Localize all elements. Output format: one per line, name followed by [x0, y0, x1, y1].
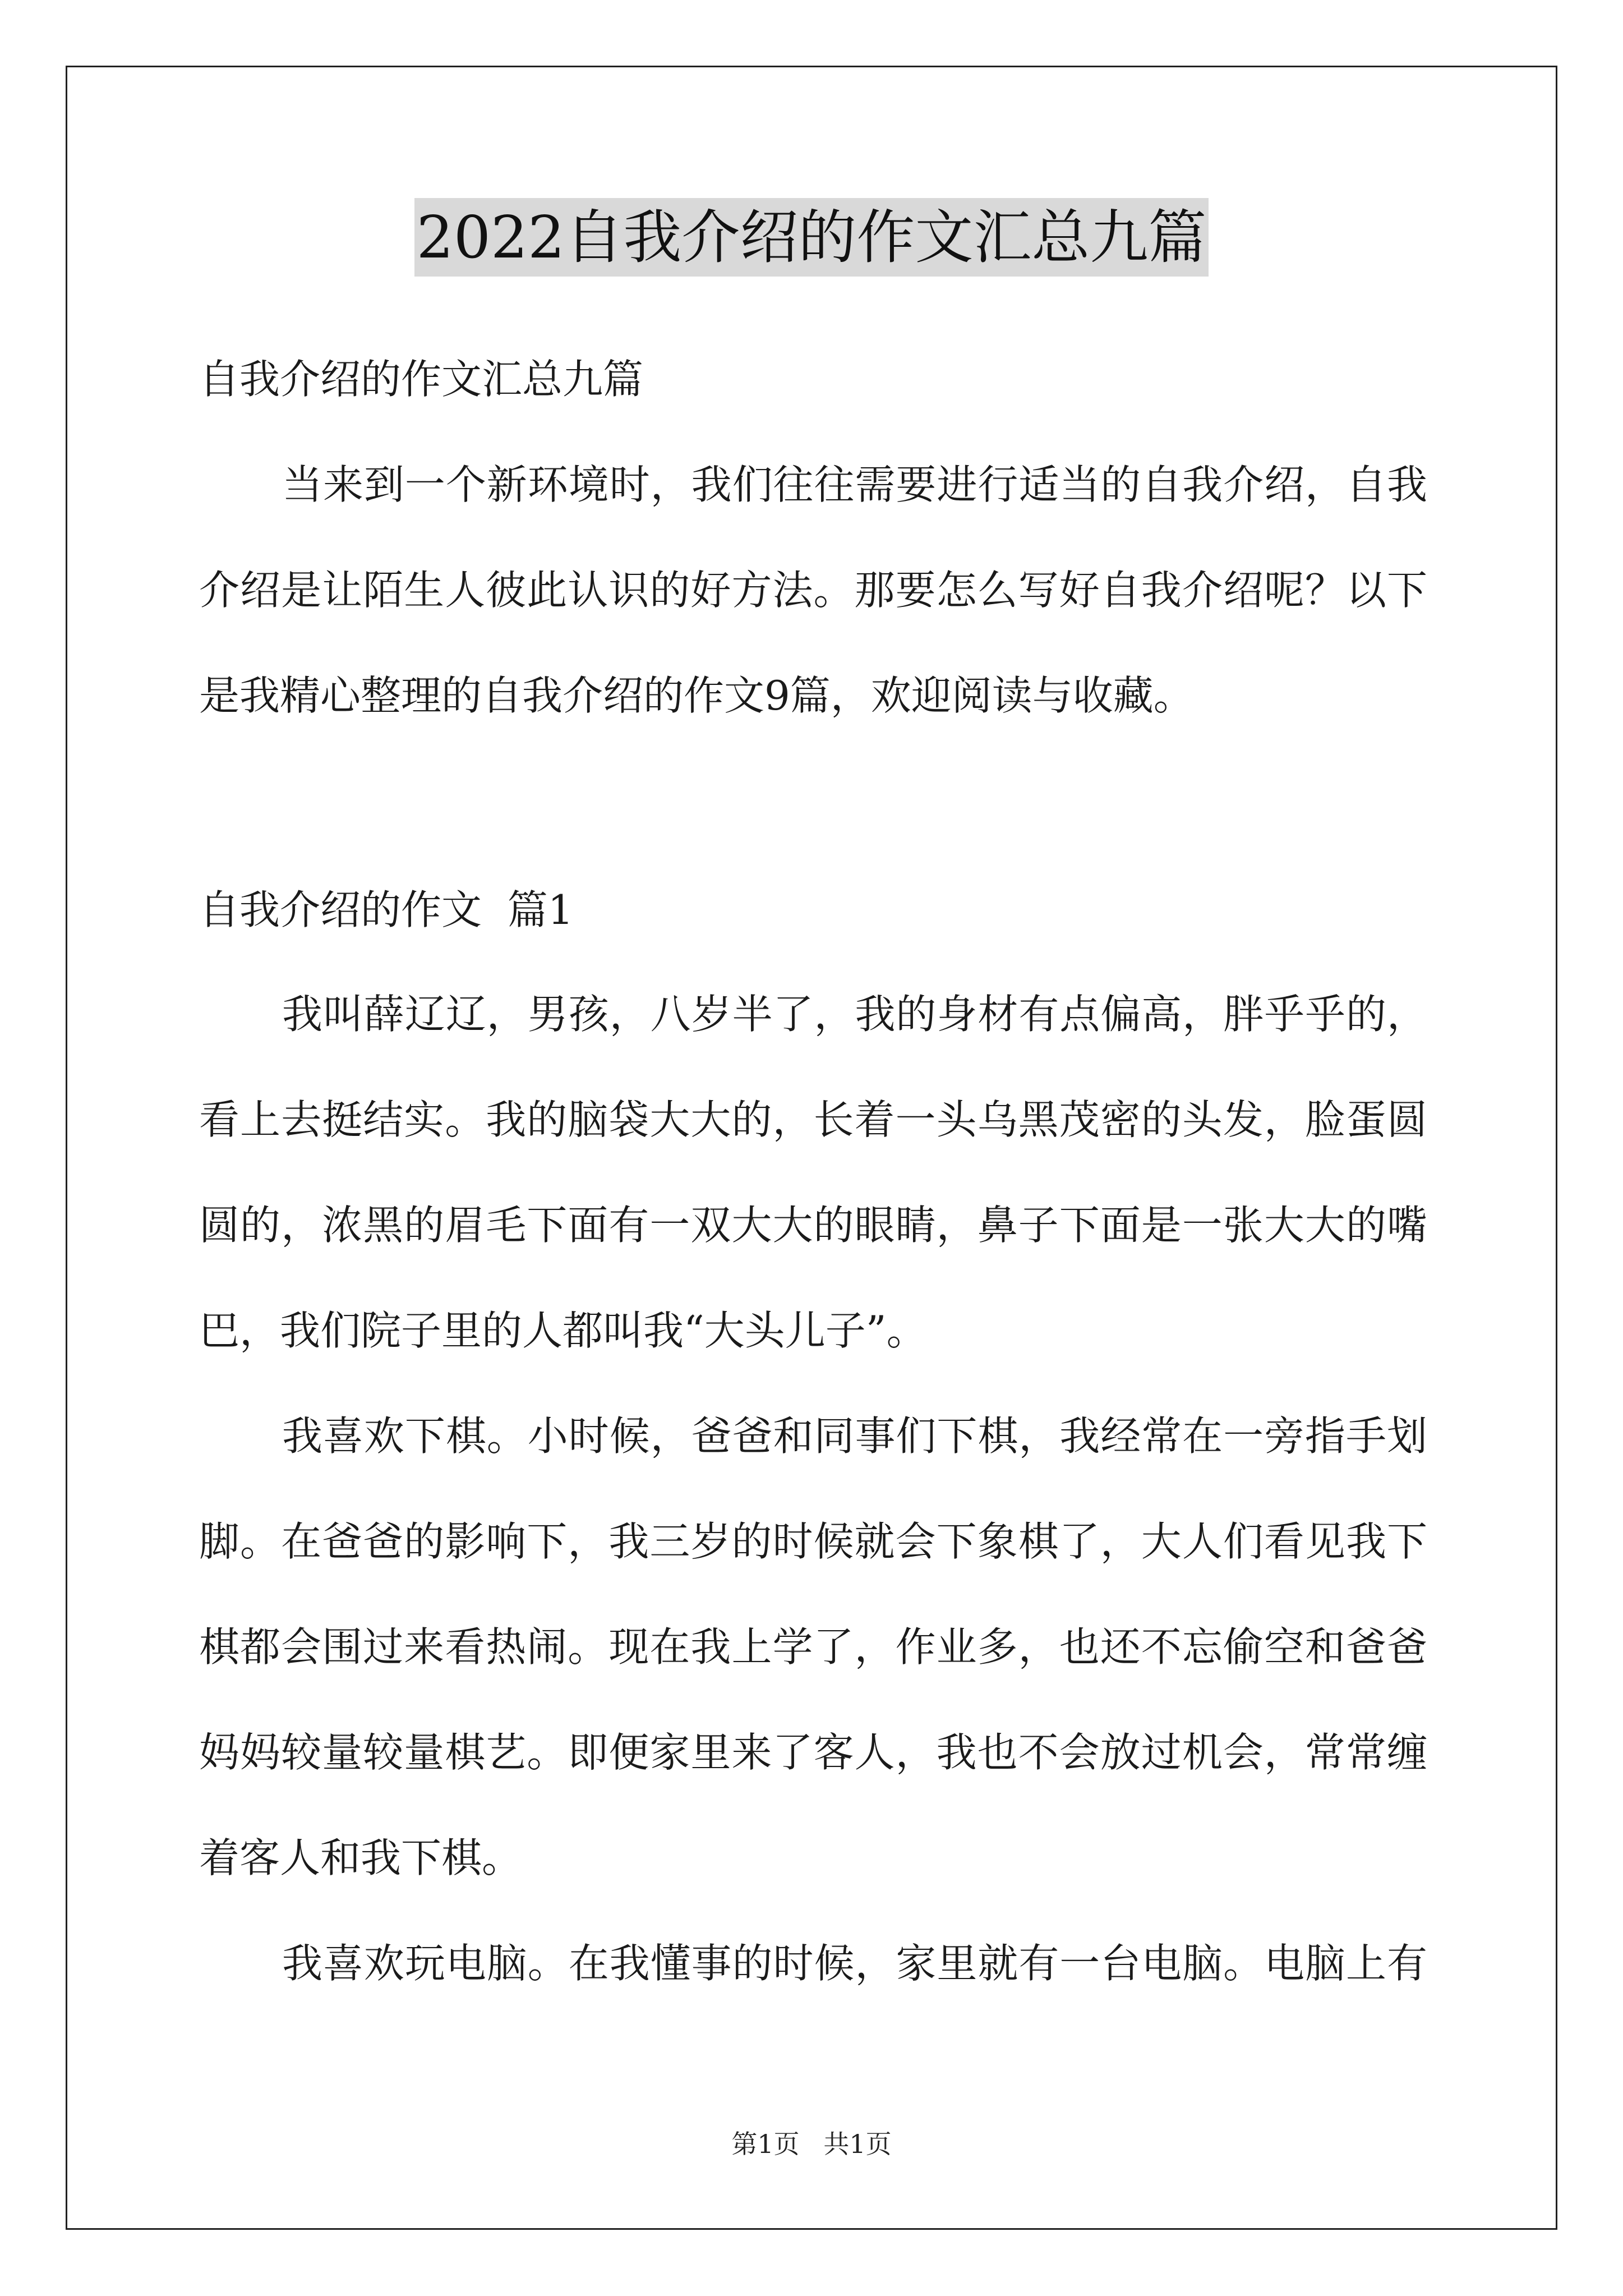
p1-line-1: 我叫薛辽辽，男孩，八岁半了，我的身材有点偏高，胖乎乎的， — [282, 991, 1427, 1038]
page-footer — [0, 2127, 1623, 2161]
title-container — [0, 198, 1623, 277]
p2-line-2: 脚。在爸爸的影响下，我三岁的时候就会下象棋了，大人们看见我下 — [199, 1518, 1427, 1565]
p1-line-3: 圆的，浓黑的眉毛下面有一双大大的眼睛，鼻子下面是一张大大的嘴 — [199, 1202, 1427, 1249]
intro-line-1: 当来到一个新环境时，我们往往需要进行适当的自我介绍，自我 — [282, 461, 1427, 508]
p1-line-2: 看上去挺结实。我的脑袋大大的，长着一头乌黑茂密的头发，脸蛋圆 — [199, 1096, 1427, 1143]
section-heading: 自我介绍的作文 篇1 — [199, 886, 574, 933]
p2-line-1: 我喜欢下棋。小时候，爸爸和同事们下棋，我经常在一旁指手划 — [282, 1412, 1427, 1460]
intro-line-2: 介绍是让陌生人彼此认识的好方法。那要怎么写好自我介绍呢？以下 — [199, 567, 1427, 614]
document-subtitle: 自我介绍的作文汇总九篇 — [199, 356, 644, 403]
p2-line-5: 着客人和我下棋。 — [199, 1834, 523, 1881]
p2-line-3: 棋都会围过来看热闹。现在我上学了，作业多，也还不忘偷空和爸爸 — [199, 1623, 1427, 1671]
page-total: 共1页 — [823, 2129, 892, 2159]
document-title: 2022自我介绍的作文汇总九篇 — [414, 198, 1209, 277]
intro-line-3: 是我精心整理的自我介绍的作文9篇，欢迎阅读与收藏。 — [199, 672, 1194, 719]
p3-line-1: 我喜欢玩电脑。在我懂事的时候，家里就有一台电脑。电脑上有 — [282, 1940, 1427, 1987]
p1-line-4: 巴，我们院子里的人都叫我“大头儿子”。 — [199, 1307, 927, 1354]
p2-line-4: 妈妈较量较量棋艺。即便家里来了客人，我也不会放过机会，常常缠 — [199, 1729, 1427, 1776]
page-number: 第1页 — [731, 2129, 800, 2159]
